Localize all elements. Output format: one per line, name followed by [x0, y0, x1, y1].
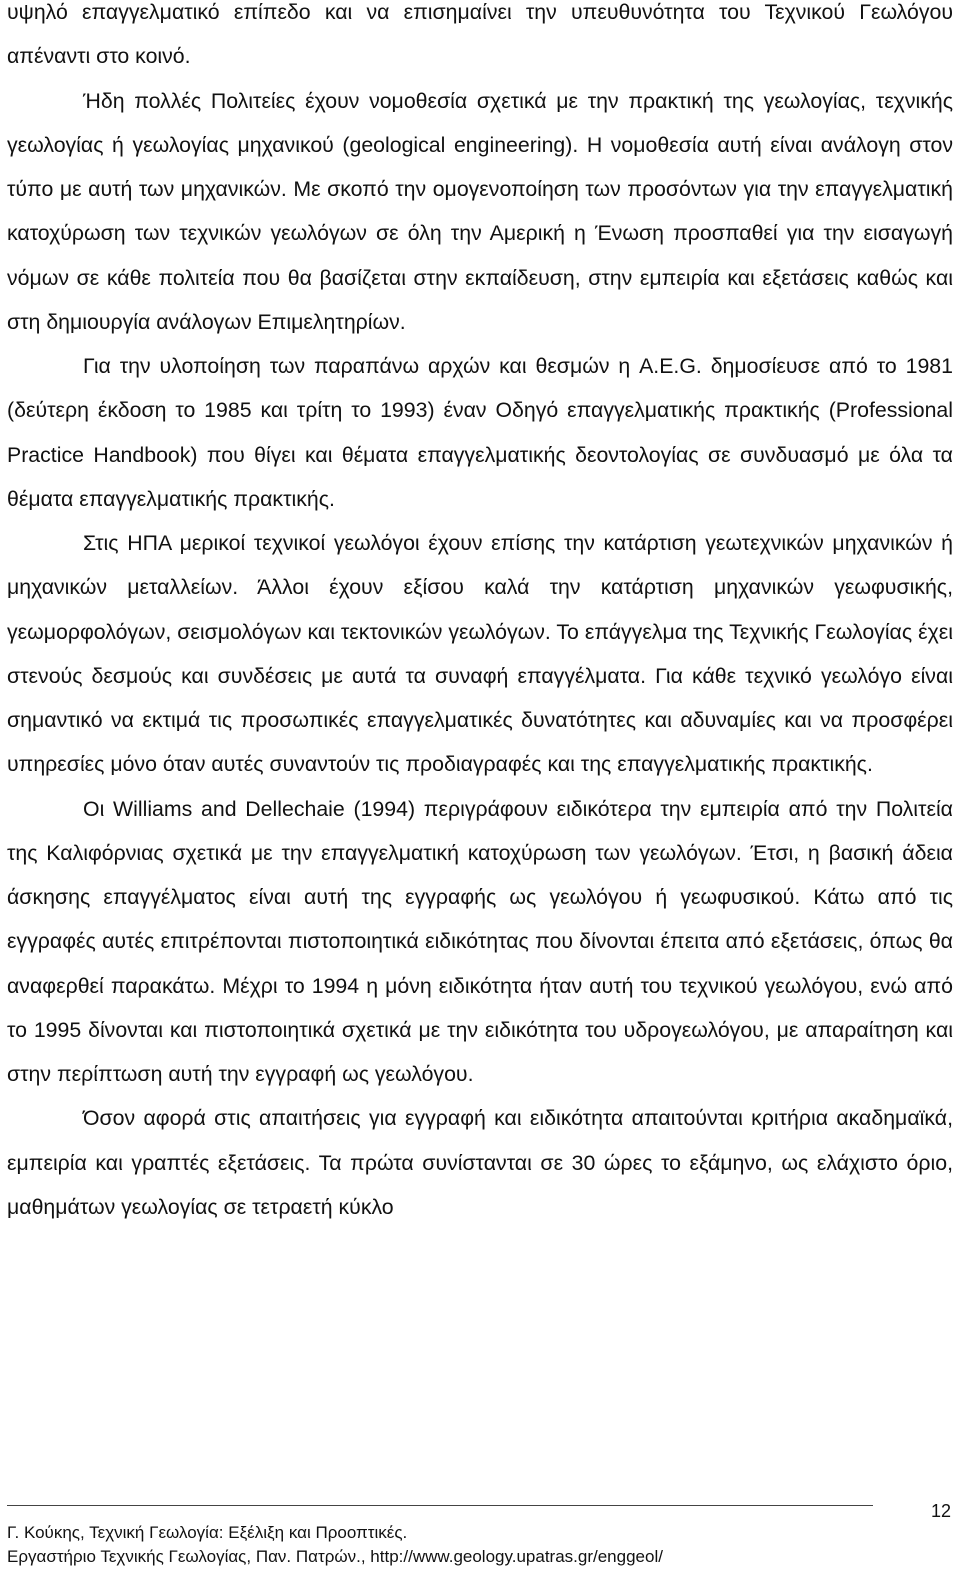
- footer-citation: Γ. Κούκης, Τεχνική Γεωλογία: Εξέλιξη και Προοπτικές.: [7, 1523, 408, 1542]
- footer-affiliation: Εργαστήριο Τεχνικής Γεωλογίας, Παν. Πατρών., http://www.geology.upatras.gr/enggeol/: [7, 1547, 663, 1566]
- body-text: [7, 0, 953, 1229]
- paragraph-6: Όσον αφορά στις απαιτήσεις για εγγραφή και ειδικότητα απαιτούνται κριτήρια ακαδημαϊκά, εμπειρία και γραπτές εξετάσεις. Τα πρώτα συνίστανται σε 30 ώρες το εξάμηνο, ως ελάχιστο όριο, μαθημάτων γεωλογίας σε τετραετή κύκλο: [7, 1106, 953, 1219]
- paragraph-4: Στις ΗΠΑ μερικοί τεχνικοί γεωλόγοι έχουν επίσης την κατάρτιση γεωτεχνικών μηχανικών ή μηχανικών μεταλλείων. Άλλοι έχουν εξίσου καλά την κατάρτιση μηχανικών γεωφυσικής, γεωμορφολόγων, σεισμολόγων και τεκτονικών γεωλόγων. Το επάγγελμα της Τεχνικής Γεωλογίας έχει στενούς δεσμούς και συνδέσεις με αυτά τα συναφή επαγγέλματα. Για κάθε τεχνικό γεωλόγο είναι σημαντικό να εκτιμά τις προσωπικές επαγγελματικές δυνατότητες και αδυναμίες και να προσφέρει υπηρεσίες μόνο όταν αυτές συναντούν τις προδιαγραφές και της επαγγελματικής πρακτικής.: [7, 531, 953, 777]
- paragraph-5: Οι Williams and Dellechaie (1994) περιγράφουν ειδικότερα την εμπειρία από την Πολιτεία της Καλιφόρνιας σχετικά με την επαγγελματική κατοχύρωση των γεωλόγων. Έτσι, η βασική άδεια άσκησης επαγγέλματος είναι αυτή της εγγραφής ως γεωλόγου ή γεωφυσικού. Κάτω από τις εγγραφές αυτές επιτρέπονται πιστοποιητικά ειδικότητας που δίνονται έπειτα από εξετάσεις, όπως θα αναφερθεί παρακάτω. Μέχρι το 1994 η μόνη ειδικότητα ήταν αυτή του τεχνικού γεωλόγου, ενώ από το 1995 δίνονται και πιστοποιητικά σχετικά με την ειδικότητα του υδρογεωλόγου, με απαραίτηση και στην περίπτωση αυτή την εγγραφή ως γεωλόγου.: [7, 796, 953, 1086]
- page-number: 12: [930, 1501, 951, 1521]
- footer-divider: [7, 1505, 873, 1506]
- paragraph-2: Ήδη πολλές Πολιτείες έχουν νομοθεσία σχετικά με την πρακτική της γεωλογίας, τεχνικής γεωλογίας ή γεωλογίας μηχανικού (geological engineering). Η νομοθεσία αυτή είναι ανάλογη στον τύπο με αυτή των μηχανικών. Με σκοπό την ομογενοποίηση των προσόντων για την επαγγελματική κατοχύρωση των τεχνικών γεωλόγων σε όλη την Αμερική η Ένωση προσπαθεί για την εισαγωγή νόμων σε κάθε πολιτεία που θα βασίζεται στην εκπαίδευση, στην εμπειρία και εξετάσεις καθώς και στη δημιουργία ανάλογων Επιμελητηρίων.: [7, 88, 953, 334]
- paragraph-3: Για την υλοποίηση των παραπάνω αρχών και θεσμών η A.E.G. δημοσίευσε από το 1981 (δεύτερη έκδοση το 1985 και τρίτη το 1993) έναν Οδηγό επαγγελματικής πρακτικής (Professional Practice Handbook) που θίγει και θέματα επαγγελματικής δεοντολογίας σε συνδυασμό με όλα τα θέματα επαγγελματικής πρακτικής.: [7, 354, 953, 511]
- paragraph-1: υψηλό επαγγελματικό επίπεδο και να επισημαίνει την υπευθυνότητα του Τεχνικού Γεωλόγου απέναντι στο κοινό.: [7, 0, 953, 69]
